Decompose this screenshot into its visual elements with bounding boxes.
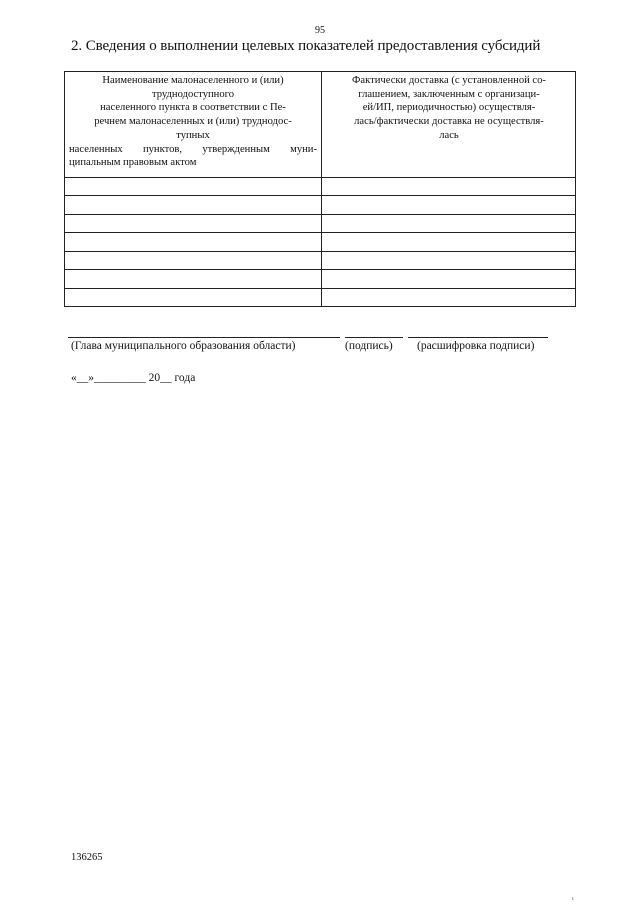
signature-line-head [68, 337, 340, 338]
corner-mark: ı [572, 896, 574, 902]
document-code: 136265 [71, 852, 103, 863]
header-text-line: ципальным правовым актом [69, 157, 197, 169]
signature-label: (подпись) [345, 340, 393, 352]
table-row-border [65, 177, 575, 178]
column-header-settlement-name [69, 74, 317, 170]
header-text-line: населенного пункта в соответствии с Пе- [100, 102, 286, 114]
header-text-line: Фактически доставка (с установленной со- [352, 75, 546, 86]
header-text-line: труднодоступного [151, 88, 235, 100]
table-row-border [65, 232, 575, 233]
header-text-line: глашением, заключенным с организаци- [358, 88, 540, 100]
column-header-delivery-status [325, 74, 573, 143]
table-row-border [65, 288, 575, 289]
head-label: (Глава муниципального образования области) [71, 340, 296, 352]
target-indicators-table [64, 71, 576, 307]
signature-line-signature [345, 337, 403, 338]
header-text-line: тупных [176, 129, 210, 141]
date-line: «__»_________ 20__ года [71, 372, 196, 384]
header-text-line: лась [439, 129, 459, 141]
header-text-line: речнем малонаселенных и (или) труднодос- [94, 116, 292, 128]
signature-line-decode [408, 337, 548, 338]
table-row-border [65, 269, 575, 270]
decode-label: (расшифровка подписи) [417, 340, 535, 352]
column-divider [321, 72, 322, 306]
table-row-border [65, 214, 575, 215]
header-text-line: населенных пунктов, утвержденным муни- [69, 143, 317, 155]
header-text-line: Наименование малонаселенного и (или) [102, 75, 284, 86]
header-text-line: ей/ИП, периодичностью) осуществля- [362, 102, 536, 114]
section-title: 2. Сведения о выполнении целевых показателей предоставления субсидий [71, 38, 541, 54]
page-number: 95 [315, 25, 325, 36]
header-text-line: лась/фактически доставка не осуществля- [354, 116, 544, 128]
table-row-border [65, 251, 575, 252]
table-row-border [65, 195, 575, 196]
